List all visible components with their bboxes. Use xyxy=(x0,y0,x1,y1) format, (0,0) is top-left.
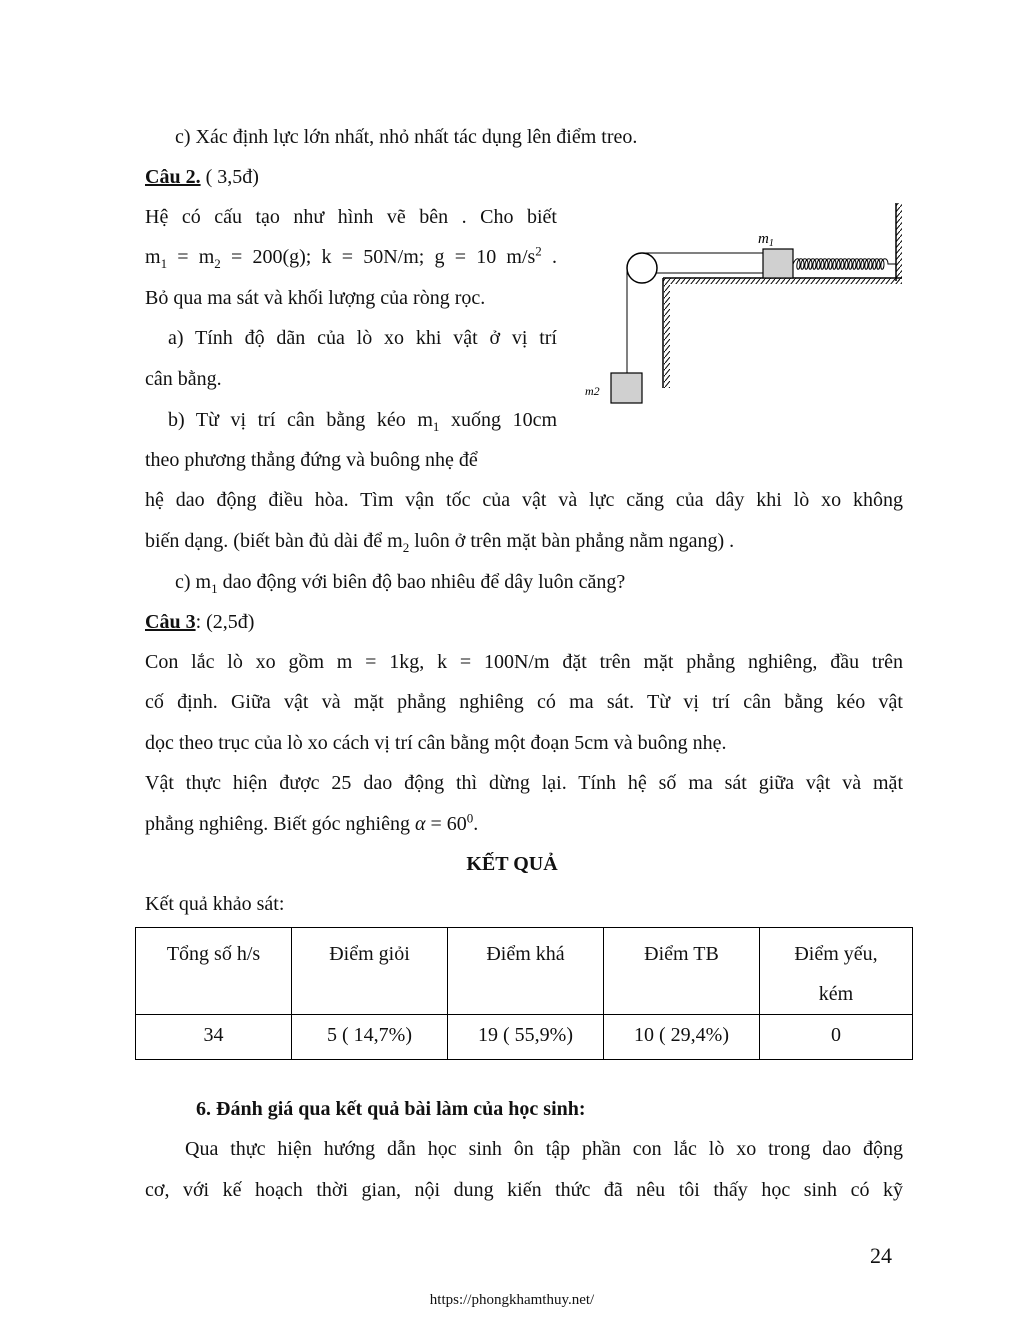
q2-line-1: Hệ có cấu tạo như hình vẽ bên . Cho biết xyxy=(145,206,557,228)
spring xyxy=(793,259,896,270)
header-total: Tổng số h/s xyxy=(136,928,292,1015)
q2-line-2: $m_1 = m_2 = 200(g)$; k = 50N/m; g = 10 $m/s^2$ . xyxy=(145,243,557,271)
q2-part-b-line-1: b) Từ vị trí cân bằng kéo $m_1$ xuống 10cm xyxy=(168,409,558,434)
question-2-label: Câu 2. xyxy=(145,166,201,188)
page-number: 24 xyxy=(870,1243,892,1268)
spring-pulley-diagram xyxy=(570,195,910,410)
section-6-line-2: cơ, với kế hoạch thời gian, nội dung kiến thức đã nêu tôi thấy học sinh có kỹ xyxy=(145,1179,903,1201)
table-surface xyxy=(663,278,902,284)
value-excellent: 5 ( 14,7%) xyxy=(292,1015,448,1060)
question-3-label: Câu 3 xyxy=(145,611,196,633)
question-3-heading xyxy=(145,610,254,634)
item-c-text: c) Xác định lực lớn nhất, nhỏ nhất tác dụng lên điểm treo. xyxy=(175,126,638,148)
table-header-row xyxy=(136,928,913,1015)
header-average: Điểm TB xyxy=(604,928,760,1015)
question-2-heading xyxy=(145,165,259,189)
mass-m2 xyxy=(611,373,642,403)
section-6-heading: 6. Đánh giá qua kết quả bài làm của học sinh: xyxy=(196,1098,586,1120)
q2-part-b-line-2: theo phương thẳng đứng và buông nhẹ để xyxy=(145,449,478,471)
header-good: Điểm khá xyxy=(448,928,604,1015)
table-row xyxy=(136,1015,913,1060)
pulley xyxy=(627,253,657,283)
q3-line-5: phẳng nghiêng. Biết góc nghiêng $\alpha = 60^0$. xyxy=(145,810,479,835)
right-wall xyxy=(896,203,902,281)
q3-line-2: cố định. Giữa vật và mặt phẳng nghiêng có ma sát. Từ vị trí cân bằng kéo vật xyxy=(145,691,903,713)
mass-m1 xyxy=(763,249,793,278)
q2-part-a-line-2: cân bằng. xyxy=(145,368,222,390)
question-2-points: ( 3,5đ) xyxy=(200,166,259,188)
value-good: 19 ( 55,9%) xyxy=(448,1015,604,1060)
q2-part-a-line-1: a) Tính độ dãn của lò xo khi vật ở vị trí xyxy=(168,327,557,349)
result-table xyxy=(135,927,913,1060)
footer-url[interactable]: https://phongkhamthuy.net/ xyxy=(429,1292,595,1308)
result-heading: KẾT QUẢ xyxy=(466,853,558,875)
result-caption: Kết quả khảo sát: xyxy=(145,893,285,915)
label-m1: $m_1$ xyxy=(758,231,774,249)
q3-line-1: Con lắc lò xo gồm m = 1kg, k = 100N/m đặt trên mặt phẳng nghiêng, đầu trên xyxy=(145,651,903,673)
section-6-line-1: Qua thực hiện hướng dẫn học sinh ôn tập phần con lắc lò xo trong dao động xyxy=(185,1138,903,1160)
q2-line-3: Bỏ qua ma sát và khối lượng của ròng rọc. xyxy=(145,287,486,309)
q3-line-4: Vật thực hiện được 25 dao động thì dừng lại. Tính hệ số ma sát giữa vật và mặt xyxy=(145,772,903,794)
value-weak: 0 xyxy=(760,1015,913,1060)
q2-part-c: c) $m_1$ dao động với biên độ bao nhiêu để dây luôn căng? xyxy=(175,571,626,596)
table-leg xyxy=(663,278,670,388)
header-excellent: Điểm giỏi xyxy=(292,928,448,1015)
value-total: 34 xyxy=(136,1015,292,1060)
question-3-points: : (2,5đ) xyxy=(195,611,255,633)
q3-line-3: dọc theo trục của lò xo cách vị trí cân bằng một đoạn 5cm và buông nhẹ. xyxy=(145,732,727,754)
label-m2: m2 xyxy=(585,384,600,398)
value-average: 10 ( 29,4%) xyxy=(604,1015,760,1060)
q2-part-b-line-4: biến dạng. (biết bàn đủ dài để $m_2$ luôn ở trên mặt bàn phẳng nằm ngang) . xyxy=(145,530,735,555)
q2-part-b-line-3: hệ dao động điều hòa. Tìm vận tốc của vật và lực căng của dây khi lò xo không xyxy=(145,489,903,511)
header-weak: Điểm yếu, kém xyxy=(760,928,913,1015)
